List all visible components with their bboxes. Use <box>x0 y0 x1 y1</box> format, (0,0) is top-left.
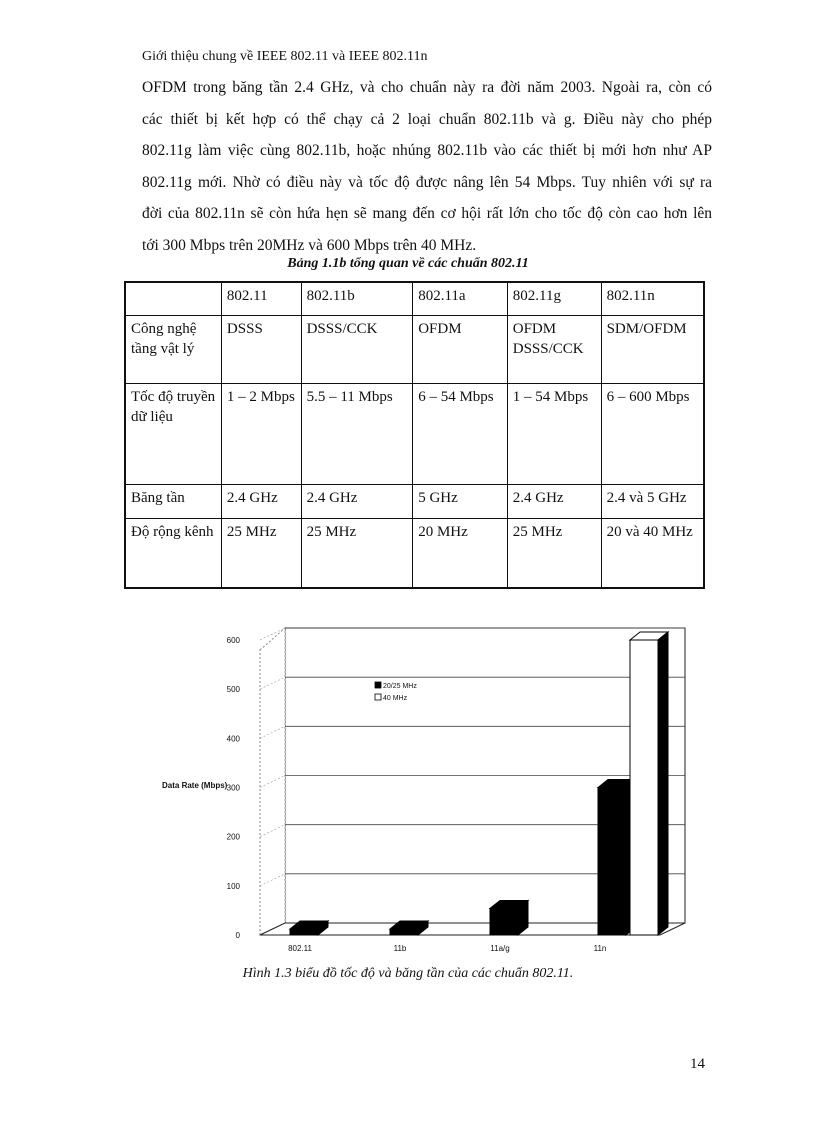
table-row <box>125 315 704 383</box>
table-cell: 25 MHz <box>507 518 601 588</box>
x-tick-label: 802.11 <box>288 944 312 953</box>
paragraph-line: OFDM trong băng tần 2.4 GHz, và cho chuẩn này ra đời năm 2003. Ngoài ra, còn có <box>142 79 712 96</box>
table-cell: 802.11g <box>507 282 601 315</box>
table-cell: 1 – 2 Mbps <box>221 383 301 484</box>
paragraph-line: 802.11g mới. Nhờ có điều này và tốc độ được nâng lên 54 Mbps. Tuy nhiên với sự ra <box>142 173 712 191</box>
y-tick-label: 200 <box>226 832 240 842</box>
standards-table <box>124 281 705 589</box>
table-cell: Độ rộng kênh <box>125 518 221 588</box>
y-tick-label: 0 <box>235 931 240 940</box>
bar-front <box>630 640 658 935</box>
paragraph-line: tới 300 Mbps trên 20MHz và 600 Mbps trên 40 MHz. <box>142 236 477 254</box>
table-cell: 2.4 GHz <box>507 484 601 518</box>
table-row <box>125 383 704 484</box>
y-tick-label: 100 <box>226 881 240 891</box>
table-cell: 2.4 GHz <box>301 484 413 518</box>
y-tick-label: 500 <box>226 685 240 695</box>
table-cell: 20 MHz <box>413 518 508 588</box>
table-cell: Tốc độ truyền dữ liệu <box>125 383 221 484</box>
table-cell: 25 MHz <box>221 518 301 588</box>
y-tick-label: 300 <box>226 783 240 793</box>
bar-series-40mhz <box>630 632 668 935</box>
y-axis-ticks <box>227 636 241 940</box>
paragraph-line: các thiết bị kết hợp có thể chạy cả 2 loại chuẩn 802.11b và g. Điều này cho phép <box>142 110 712 128</box>
chart-svg <box>150 615 695 960</box>
table-cell: 6 – 54 Mbps <box>413 383 508 484</box>
x-tick-label: 11n <box>593 944 607 953</box>
bar-front <box>390 929 418 935</box>
table-cell: 802.11 <box>221 282 301 315</box>
running-header: Giới thiệu chung về IEEE 802.11 và IEEE 802.11n <box>142 49 428 64</box>
table-cell: 2.4 và 5 GHz <box>601 484 704 518</box>
x-axis-ticks <box>288 944 606 953</box>
x-tick-label: 11b <box>393 944 407 953</box>
bar-front <box>598 788 626 936</box>
table-cell: 5.5 – 11 Mbps <box>301 383 413 484</box>
table-cell: 5 GHz <box>413 484 508 518</box>
table-caption: Bảng 1.1b tổng quan về các chuẩn 802.11 <box>287 256 529 271</box>
table-cell: Công nghệ tầng vật lý <box>125 315 221 383</box>
table-cell: 2.4 GHz <box>221 484 301 518</box>
table-cell: OFDM <box>413 315 508 383</box>
table-cell: 25 MHz <box>301 518 413 588</box>
bar-side <box>658 632 668 935</box>
table-cell: Băng tần <box>125 484 221 518</box>
table-cell: OFDM DSSS/CCK <box>507 315 601 383</box>
bar-front <box>290 929 318 935</box>
legend-label: 20/25 MHz <box>383 683 417 690</box>
y-tick-label: 600 <box>226 636 240 645</box>
y-axis-label: Data Rate (Mbps) <box>162 781 228 790</box>
figure-caption: Hình 1.3 biểu đồ tốc độ và băng tần của các chuẩn 802.11. <box>242 966 574 981</box>
table-row <box>125 518 704 588</box>
data-rate-chart <box>150 615 695 960</box>
table-cell: 802.11n <box>601 282 704 315</box>
table-cell: SDM/OFDM <box>601 315 704 383</box>
table-row <box>125 484 704 518</box>
body-paragraph <box>142 72 712 262</box>
y-tick-label: 400 <box>226 734 240 744</box>
paragraph-line: đời của 802.11n sẽ còn hứa hẹn sẽ mang đến cơ hội rất lớn cho tốc độ còn cao hơn lên <box>142 205 712 223</box>
legend-swatch <box>375 694 381 700</box>
table-cell: 802.11a <box>413 282 508 315</box>
bar-front <box>490 908 518 935</box>
table-cell: 802.11b <box>301 282 413 315</box>
page-number: 14 <box>690 1056 705 1072</box>
bar-series-20-25mhz <box>490 900 528 935</box>
legend-label: 40 MHz <box>383 695 408 702</box>
table-cell: 1 – 54 Mbps <box>507 383 601 484</box>
table-cell: 6 – 600 Mbps <box>601 383 704 484</box>
paragraph-line: 802.11g làm việc cùng 802.11b, hoặc nhúng 802.11b vào các thiết bị mới hơn như AP <box>142 142 712 160</box>
table-cell <box>125 282 221 315</box>
legend-swatch <box>375 682 381 688</box>
table-cell: DSSS <box>221 315 301 383</box>
table-cell: 20 và 40 MHz <box>601 518 704 588</box>
table-header-row <box>125 282 704 315</box>
x-tick-label: 11a/g <box>490 944 510 953</box>
table-cell: DSSS/CCK <box>301 315 413 383</box>
